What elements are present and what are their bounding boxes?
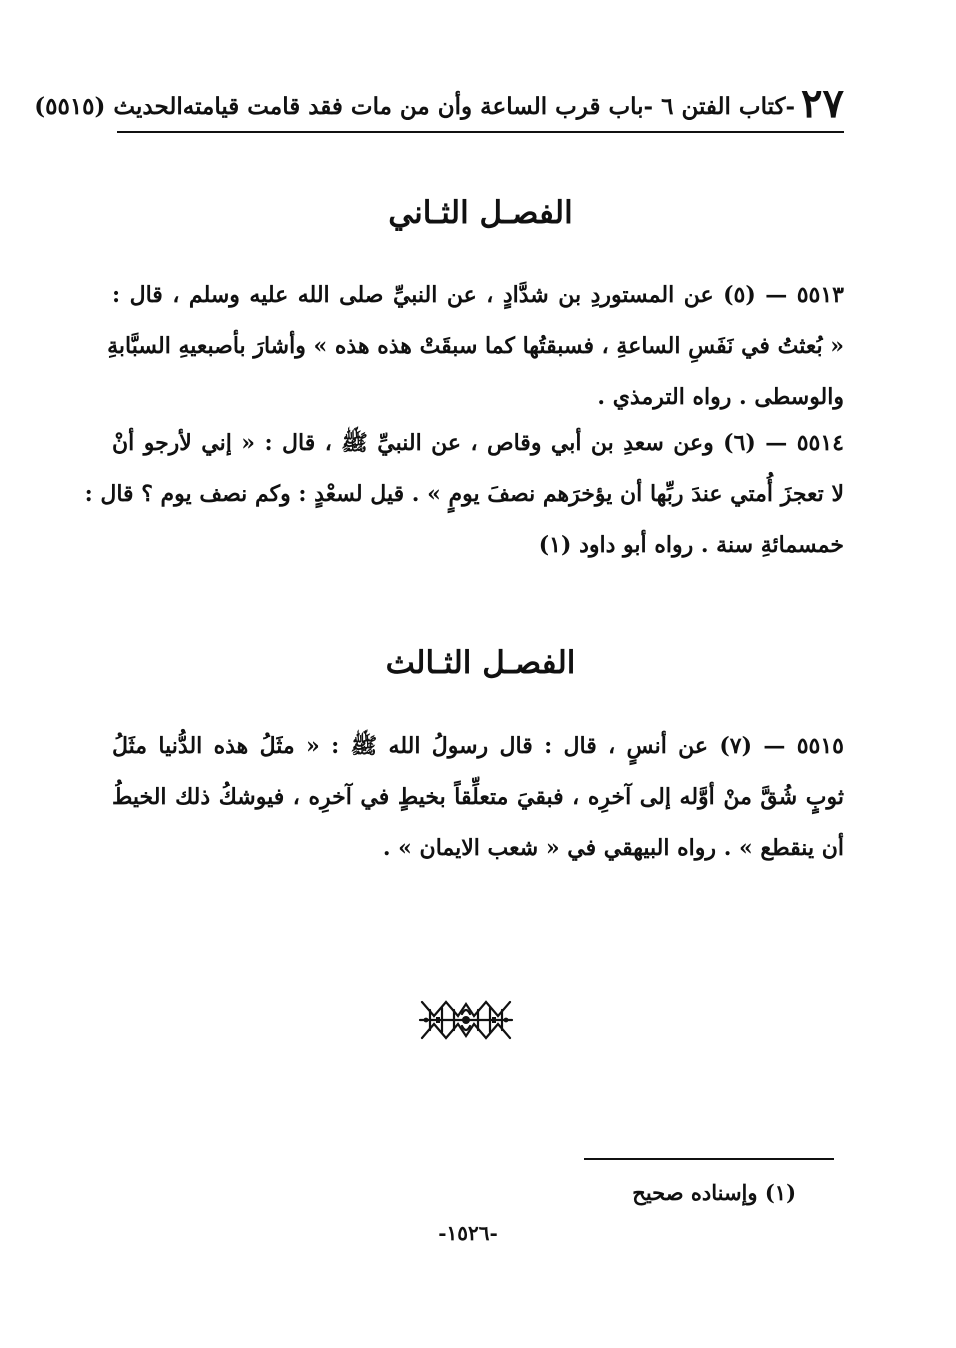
chapter-number: ٢٧: [801, 80, 844, 127]
running-header: [34, 76, 844, 127]
text-line: ٥٥١٣ — (٥) عن المستوردِ بن شدَّادٍ ، عن النبيِّ صلى الله عليه وسلم ، قال :: [112, 282, 844, 308]
footnote-rule: [584, 1158, 834, 1160]
text-line: ثوبٍ شُقَّ منْ أوَّله إلى آخرِه ، فبقيَ متعلِّقاً بخيطٍ في آخرِه ، فيوشكُ ذلك الخيطُ: [112, 784, 844, 810]
hadith-range: الحديث (٥٥١٥): [34, 93, 183, 120]
section-heading-second: الفصـل الثـاني: [388, 195, 573, 231]
hadith-5515: [112, 721, 844, 874]
hadith-5513: [107, 270, 844, 423]
text-line: لا تعجزَ أُمتي عندَ ربِّها أن يؤخرَهم نصفَ يومٍ » . قيل لسعْدٍ : وكم نصف يوم ؟ قال :: [84, 481, 844, 507]
hadith-5514: [84, 418, 844, 571]
text-line: أن ينقطع » . رواه البيهقي في « شعب الايمان » .: [382, 835, 844, 861]
header-rule: [117, 131, 844, 133]
header-title: -كتاب الفتن ٦ -باب قرب الساعة وأن من مات فقد قامت قيامته: [182, 93, 796, 120]
section-heading-third: الفصـل الثـالث: [385, 645, 576, 681]
footnote: (١) وإسناده صحيح: [632, 1180, 796, 1205]
text-line: ٥٥١٤ — (٦) وعن سعدِ بن أبي وقاص ، عن النبيِّ ﷺ ، قال : « إني لأرجو أنْ: [112, 430, 844, 456]
text-line: والوسطى . رواه الترمذي .: [597, 384, 844, 410]
text-line: ٥٥١٥ — (٧) عن أنسٍ ، قال : قال رسولُ الله ﷺ : « مثَلُ هذه الدُّنيا مثَلُ: [112, 733, 844, 759]
text-line: خمسمائةِ سنة . رواه أبو داود (١): [538, 532, 844, 558]
floral-ornament-icon: [418, 996, 514, 1044]
text-line: « بُعثتُ في نَفَسِ الساعةِ ، فسبقتُها كما سبقَتْ هذه هذه » وأشارَ بأصبعيهِ السبَّابةِ: [107, 333, 844, 359]
page-number: -١٥٢٦-: [438, 1221, 498, 1245]
